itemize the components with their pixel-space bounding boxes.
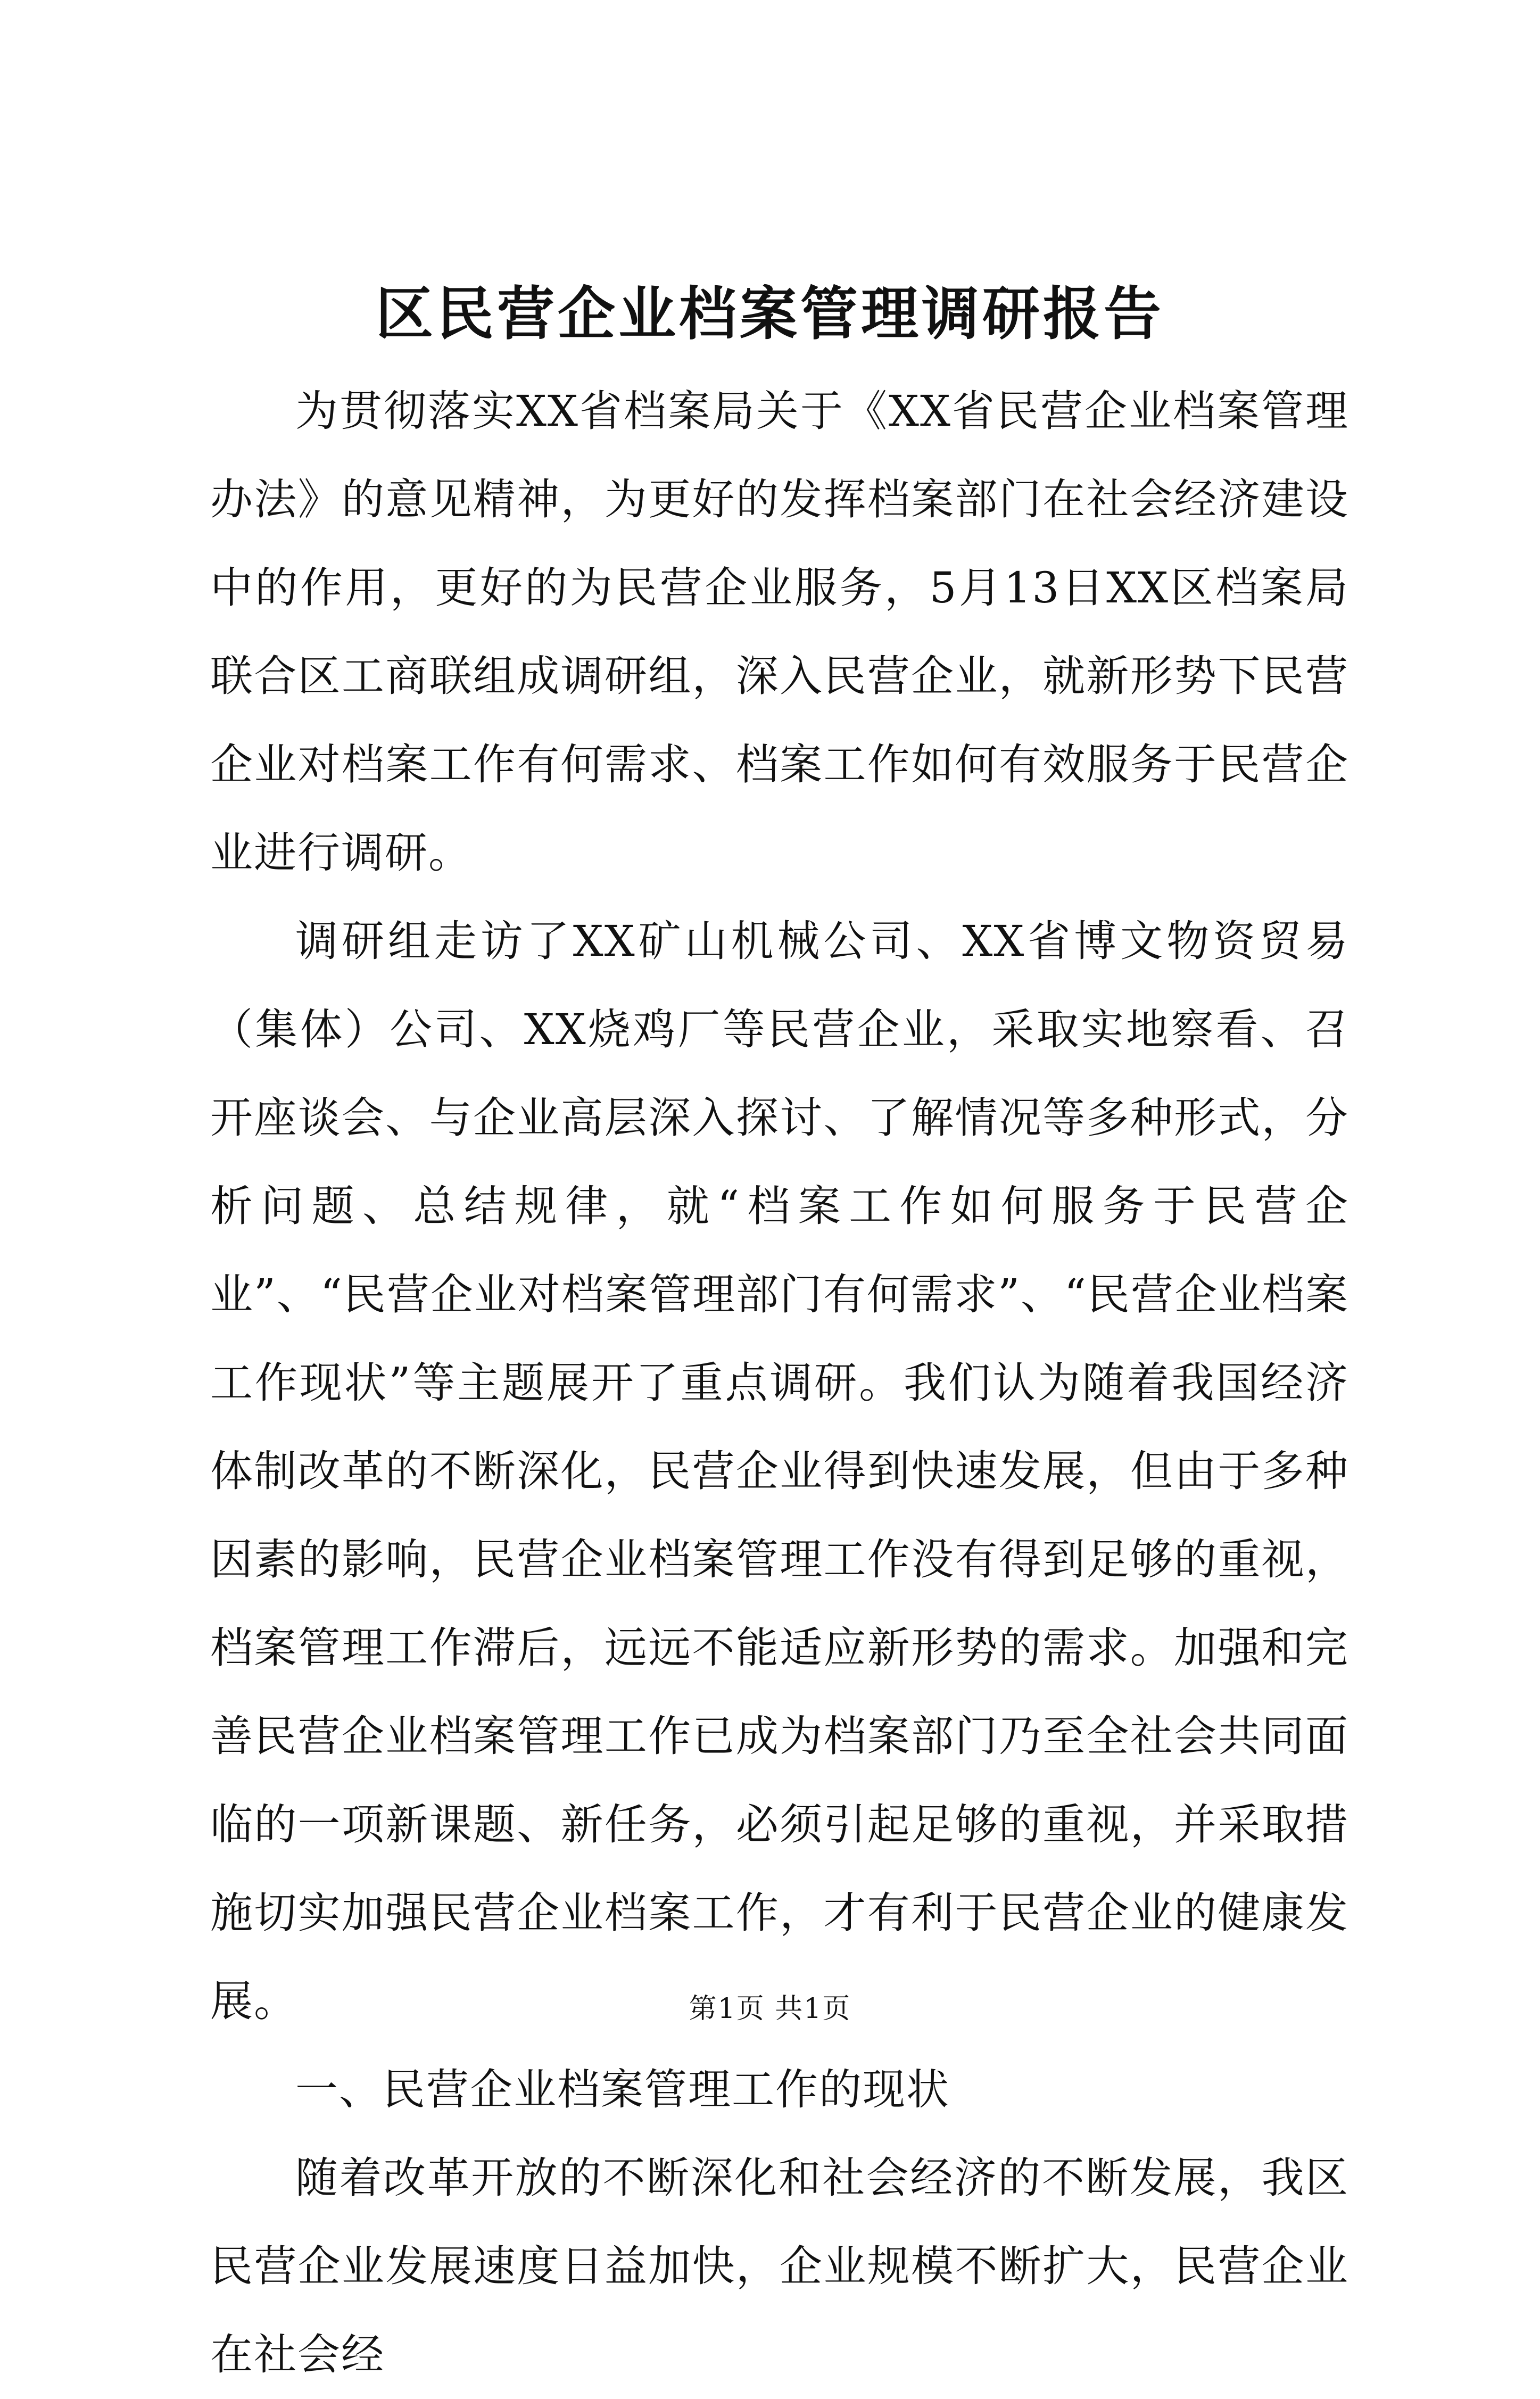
paragraph-status: 随着改革开放的不断深化和社会经济的不断发展，我区民营企业发展速度日益加快，企业规模不断扩大，民营企业在社会经 — [210, 2153, 1349, 2379]
document-body — [210, 367, 1349, 2399]
paragraph-intro: 为贯彻落实XX省档案局关于《XX省民营企业档案管理办法》的意见精神，为更好的发挥档案部门在社会经济建设中的作用，更好的为民营企业服务，5月13日XX区档案局联合区工商联组成调研组，深入民营企业，就新形势下民营企业对档案工作有何需求、档案工作如何有效服务于民营企业进行调研。 — [210, 386, 1349, 878]
paragraph-research: 调研组走访了XX矿山机械公司、XX省博文物资贸易（集体）公司、XX烧鸡厂等民营企业，采取实地察看、召开座谈会、与企业高层深入探讨、了解情况等多种形式，分析问题、总结规律，就“档案工作如何服务于民营企业”、“民营企业对档案管理部门有何需求”、“民营企业档案工作现状”等主题展开了重点调研。我们认为随着我国经济体制改革的不断深化，民营企业得到快速发展，但由于多种因素的影响，民营企业档案管理工作没有得到足够的重视，档案管理工作滞后，远远不能适应新形势的需求。加强和完善民营企业档案管理工作已成为档案部门乃至全社会共同面临的一项新课题、新任务，必须引起足够的重视，并采取措施切实加强民营企业档案工作，才有利于民营企业的健康发展。 — [210, 916, 1349, 2026]
document-title: 区民营企业档案管理调研报告 — [375, 280, 1164, 348]
section-heading-1: 一、民营企业档案管理工作的现状 — [295, 2065, 950, 2114]
page-footer: 第1页 共1页 — [689, 1993, 851, 2025]
